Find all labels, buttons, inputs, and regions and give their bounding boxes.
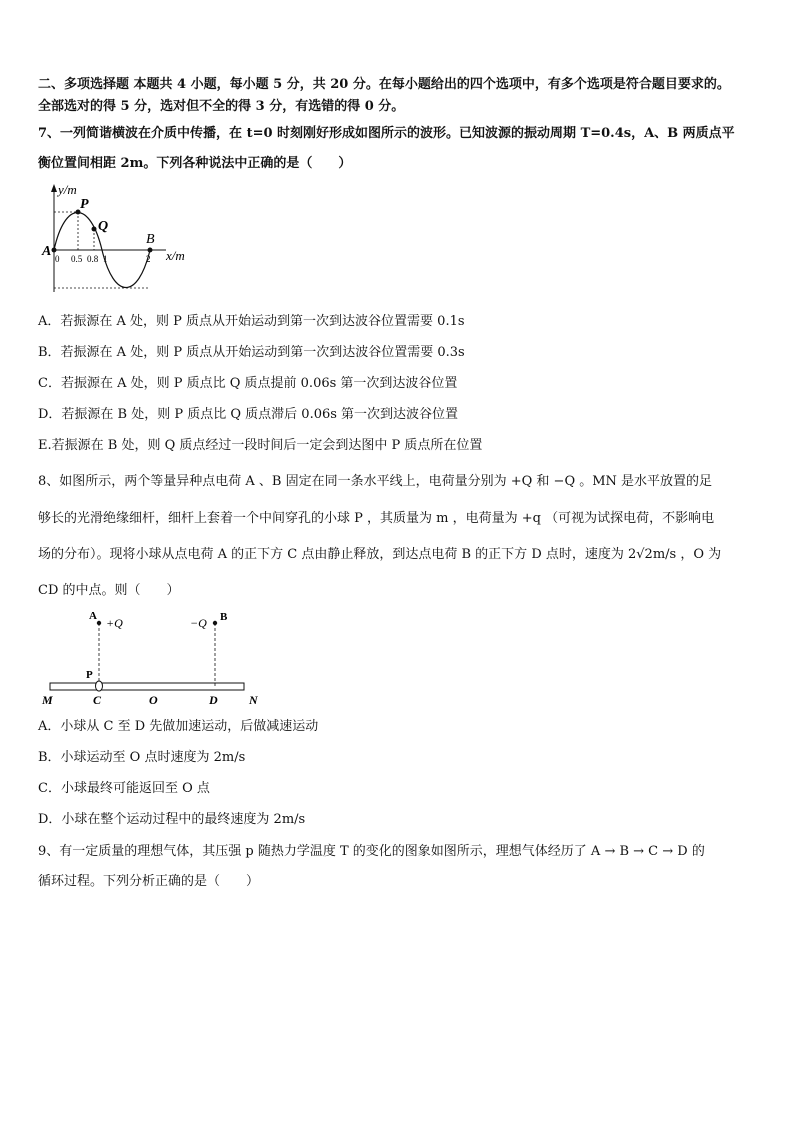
tick-1: 1 bbox=[103, 254, 108, 264]
label-d: D bbox=[209, 693, 218, 707]
point-a bbox=[52, 248, 57, 253]
q8-option-b: B．小球运动至 O 点时速度为 2m/s bbox=[38, 750, 246, 765]
tick-2: 2 bbox=[146, 254, 151, 264]
label-m: M bbox=[42, 693, 53, 707]
q7-option-a: A．若振源在 A 处，则 P 质点从开始运动到第一次到达波谷位置需要 0.1s bbox=[38, 314, 465, 329]
label-ball-p: P bbox=[86, 669, 93, 681]
q9-stem-line1: 9、有一定质量的理想气体，其压强 p 随热力学温度 T 的变化的图象如图所示，理想气体经历了 A → B → C → D 的 bbox=[38, 844, 705, 859]
q8-stem-line3: 场的分布）。现将小球从点电荷 A 的正下方 C 点由静止释放，到达点电荷 B 的正下方 D 点时，速度为 2√2m/s ，O 为 bbox=[38, 547, 722, 562]
q8-stem-line1: 8、如图所示，两个等量异种点电荷 A 、B 固定在同一条水平线上，电荷量分别为 +Q 和 −Q 。MN 是水平放置的足 bbox=[38, 474, 713, 489]
q8-charge-rod-figure bbox=[38, 605, 268, 710]
y-axis-arrow-icon bbox=[51, 184, 57, 192]
q7-stem-line2: 衡位置间相距 2m。下列各种说法中正确的是（ ） bbox=[38, 156, 352, 171]
label-o: O bbox=[149, 693, 158, 707]
charge-a bbox=[97, 621, 101, 625]
q8-option-d: D．小球在整个运动过程中的最终速度为 2m/s bbox=[38, 812, 306, 827]
q7-option-d: D．若振源在 B 处，则 P 质点比 Q 质点滞后 0.06s 第一次到达波谷位置 bbox=[38, 407, 459, 422]
y-axis-label: y/m bbox=[58, 182, 77, 197]
q7-wave-figure bbox=[38, 180, 208, 300]
point-q bbox=[92, 227, 97, 232]
q8-option-a: A．小球从 C 至 D 先做加速运动，后做减速运动 bbox=[38, 719, 319, 734]
label-charge-b: B bbox=[220, 611, 228, 623]
label-minus-q: −Q bbox=[190, 616, 207, 630]
charge-b bbox=[213, 621, 217, 625]
q7-option-e: E.若振源在 B 处，则 Q 质点经过一段时间后一定会到达图中 P 质点所在位置 bbox=[38, 438, 483, 453]
q7-option-c: C．若振源在 A 处，则 P 质点比 Q 质点提前 0.06s 第一次到达波谷位置 bbox=[38, 376, 458, 391]
label-c: C bbox=[93, 693, 102, 707]
point-b bbox=[148, 248, 153, 253]
ball-p bbox=[96, 681, 103, 691]
label-n: N bbox=[249, 693, 258, 707]
tick-0.5: 0.5 bbox=[71, 254, 83, 264]
q8-stem-line4: CD 的中点。则（ ） bbox=[38, 583, 180, 598]
q7-stem-line1: 7、一列简谐横波在介质中传播，在 t=0 时刻刚好形成如图所示的波形。已知波源的振动周期 T=0.4s，A、B 两质点平 bbox=[38, 126, 735, 141]
label-plus-q: +Q bbox=[106, 616, 123, 630]
q8-stem-line2: 够长的光滑绝缘细杆，细杆上套着一个中间穿孔的小球 P ，其质量为 m ，电荷量为 +q （可视为试探电荷，不影响电 bbox=[38, 511, 715, 526]
section-heading: 二、多项选择题 本题共 4 小题，每小题 5 分，共 20 分。在每小题给出的四个选项中，有多个选项是符合题目要求的。 bbox=[38, 77, 730, 92]
tick-0: 0 bbox=[55, 254, 60, 264]
label-p: P bbox=[80, 197, 89, 212]
q7-option-b: B．若振源在 A 处，则 P 质点从开始运动到第一次到达波谷位置需要 0.3s bbox=[38, 345, 465, 360]
q9-stem-line2: 循环过程。下列分析正确的是（ ） bbox=[38, 874, 260, 889]
q8-option-c: C．小球最终可能返回至 O 点 bbox=[38, 781, 210, 796]
x-axis-label: x/m bbox=[166, 248, 185, 263]
label-q: Q bbox=[98, 219, 109, 234]
label-charge-a: A bbox=[89, 610, 97, 622]
label-b: B bbox=[146, 232, 155, 247]
section-scoring-note: 全部选对的得 5 分，选对但不全的得 3 分，有选错的得 0 分。 bbox=[38, 99, 405, 114]
tick-0.8: 0.8 bbox=[87, 254, 99, 264]
label-a: A bbox=[42, 244, 52, 259]
